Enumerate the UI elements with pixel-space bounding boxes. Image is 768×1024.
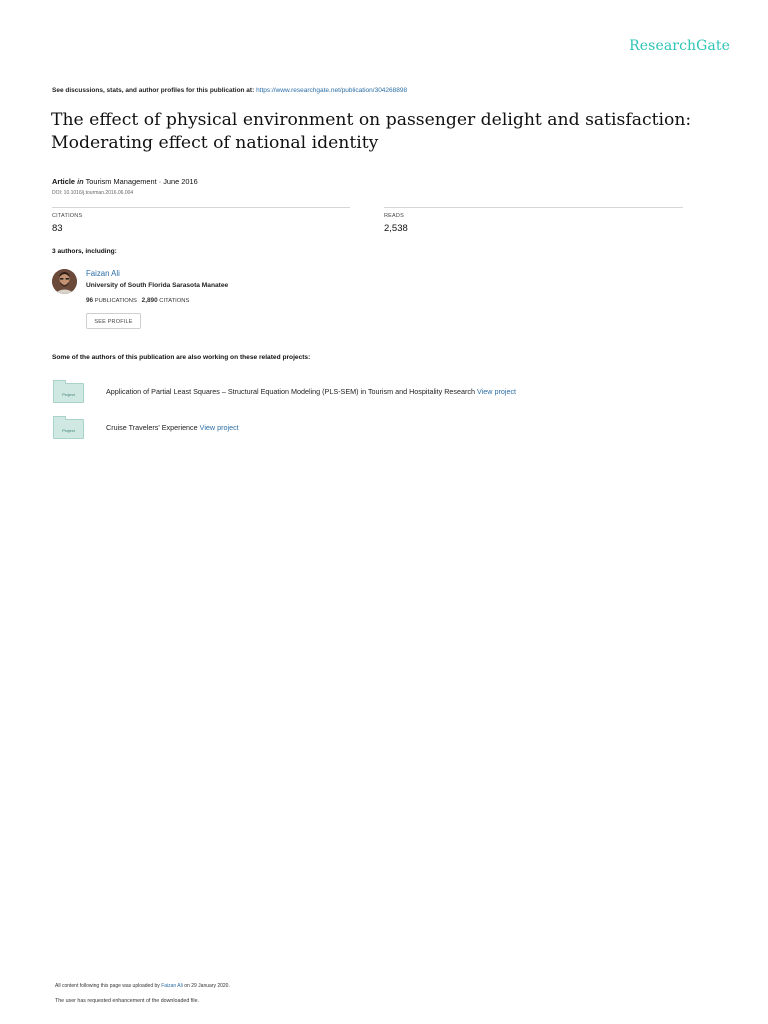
authors-heading: 3 authors, including:: [52, 248, 117, 255]
project-item-2: [106, 423, 239, 432]
project-title-1: Application of Partial Least Squares – Structural Equation Modeling (PLS-SEM) in Tourism and Hospitality Research: [106, 387, 478, 396]
author-citations-count: 2,890: [141, 297, 158, 304]
citations-divider: [52, 207, 350, 208]
author-stats: [86, 297, 189, 304]
publications-count: 96: [86, 297, 94, 304]
journal-name[interactable]: Tourism Management · June 2016: [85, 177, 198, 186]
reads-label: READS: [384, 213, 404, 219]
citations-value: 83: [52, 223, 63, 234]
reads-value: 2,538: [384, 223, 408, 234]
enhancement-note: The user has requested enhancement of the downloaded file.: [55, 998, 199, 1004]
view-project-link-2[interactable]: View project: [199, 423, 239, 432]
author-name-link[interactable]: Faizan Ali: [86, 269, 120, 278]
publication-url-link[interactable]: https://www.researchgate.net/publication/304268898: [256, 87, 408, 94]
upload-suffix: on 29 January 2020.: [182, 983, 230, 989]
title-line-2: Moderating effect of national identity: [51, 133, 379, 153]
folder-label: Project: [62, 428, 75, 433]
article-type: Article: [52, 177, 76, 186]
see-discussions-line: [52, 87, 407, 94]
project-item-1: [106, 387, 516, 396]
project-folder-icon: [53, 419, 84, 439]
author-photo-icon: [52, 269, 77, 294]
author-institution: University of South Florida Sarasota Manatee: [86, 282, 229, 289]
researchgate-logo[interactable]: ResearchGate: [629, 38, 730, 54]
title-line-1: The effect of physical environment on passenger delight and satisfaction:: [51, 110, 692, 130]
view-project-link-1[interactable]: View project: [477, 387, 517, 396]
project-folder-icon: [53, 383, 84, 403]
in-word: in: [77, 177, 84, 186]
doi-text: DOI: 10.1016/j.tourman.2016.06.004: [52, 190, 134, 196]
folder-label: Project: [62, 392, 75, 397]
avatar[interactable]: [52, 269, 77, 294]
publication-title: [51, 109, 711, 155]
publications-label: PUBLICATIONS: [94, 298, 137, 304]
see-discussions-text: See discussions, stats, and author profiles for this publication at:: [52, 87, 257, 94]
project-title-2: Cruise Travelers' Experience: [106, 423, 200, 432]
article-meta: [52, 177, 198, 186]
author-citations-label: CITATIONS: [159, 298, 190, 304]
reads-divider: [384, 207, 683, 208]
see-profile-button[interactable]: SEE PROFILE: [86, 313, 141, 329]
upload-note: [55, 983, 230, 989]
uploader-link[interactable]: Faizan Ali: [161, 983, 183, 989]
projects-heading: Some of the authors of this publication are also working on these related projects:: [52, 354, 311, 361]
citations-label: CITATIONS: [52, 213, 83, 219]
upload-prefix: All content following this page was uploaded by: [55, 983, 162, 989]
